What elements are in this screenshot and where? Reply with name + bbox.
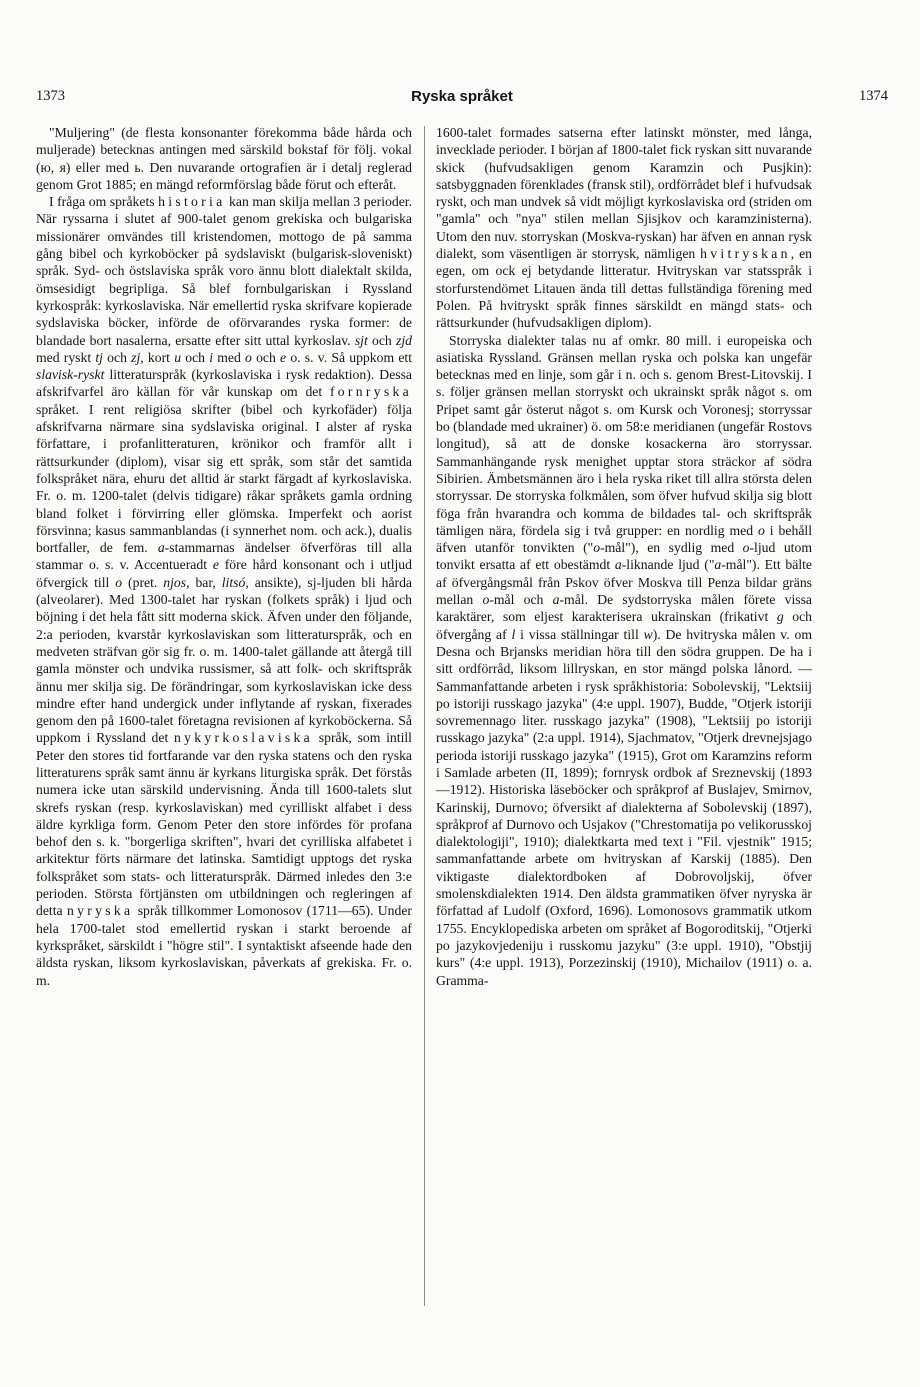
right-column: [436, 124, 812, 989]
page-header: [36, 88, 888, 110]
paragraph-historia: I fråga om språkets historia kan man skilja mellan 3 perioder. När ryssarna i slutet af 900-talet genom grekiska och bulgariska missionärer omvändes till kristendomen, mottogo de på samma gång bibel och kyrkoböcker på sydslaviskt (bulgarisk-sloveniskt) språk. Syd- och östslaviska språk voro ännu blott dialektalt skilda, ömsesidigt begripliga. Så blef fornbulgariskan i Ryssland kyrkospråk: kyrkoslaviska. När emellertid ryska skrifvare kopierade sydslaviska böcker, införde de oförvarandes ryska former: de blandade bort nasalerna, ersatte efter sitt uttal kyrkoslav. sjt och zjd med ryskt tj och zj, kort u och i med o och e o. s. v. Så uppkom ett slavisk-ryskt litteraturspråk (kyrkoslaviska i rysk redaktion). Dessa afskrifvarfel äro källan för vår kunskap om det fornryska språket. I rent religiösa skrifter (bibel och kyrkofäder) följa afskrifvarna närmare sina sydslaviska original. I alster af ryska författare, i profanlitteraturen, krönikor och framför allt i rättsurkunder (diplom), visar sig ett språk, som står det samtida folkspråket nära, ehuru det alltid är starkt färgadt af kyrkoslaviska. Fr. o. m. 1200-talet (delvis tidigare) råkar språkets gamla ordning bland folket i förvirring eller glömska. Imperfekt och aorist försvinna; kasus sammanblandas (i synnerhet nom. och ack.), dualis bortfaller, de fem. a-stammarnas ändelser öfverföras till alla stammar o. s. v. Accentueradt e före hård konsonant och i utljud öfvergick till o (pret. njos, bar, litsó, ansikte), sj-ljuden bli hårda (alveolarer). Med 1300-talet har ryskan (folkets språk) i ljud och böjning i det hela fått sitt moderna skick. Äfven under den följande, 2:a perioden, kvarstår kyrkoslaviskan som litteraturspråk, och en medveten sträfvan gör sig fr. o. m. 1400-talet gällande att återgå till gamla mönster och undvika russismer, så att folk- och skriftspråk ännu mer skilja sig. De förändringar, som kyrkoslaviskan icke dess mindre efter hand undergick under inflytande af ryskan, fixerades genom den på 1600-talet företagna revisionen af kyrkoböckerna. Så uppkom i Ryssland det nykyrkoslaviska språk, som intill Peter den stores tid fortfarande var den ryska statens och den ryska litteraturens språk samt ännu är kyrkans liturgiska språk. Det förstås numera icke utan särskild undervisning. Ända till 1600-talets slut skrefs ryskan (resp. kyrkoslaviskan) med cyrilliskt alfabet i dess äldre kyrkliga form. Genom Peter den store infördes för profana behof den s. k. "borgerliga skriften", hvari det cyrilliska alfabetet i arkitektur förts närmare det latinska. Samtidigt upptogs det ryska folkspråket som stats- och litteraturspråk. Därmed inledes den 3:e perioden. Största förtjänsten om utbildningen och regleringen af detta nyryska språk tillkommer Lomonosov (1711—65). Under hela 1700-talet stod emellertid ryskan i starkt beroende af kyrkspråket, särskildt i "högre stil". I syntaktiskt afseende hade den äldsta ryskan, liksom kyrkoslaviskan, påverkats af grekiska. Fr. o. m.: [36, 194, 412, 988]
left-column: [36, 124, 412, 989]
paragraph-dialekter: Storryska dialekter talas nu af omkr. 80 mill. i europeiska och asiatiska Ryssland. Gränsen mellan ryska och polska kan ungefär betecknas med en linje, som går i n. och s. genom Brest-Litovskij. I s. följer gränsen mellan storryskt och ukrainskt språk något s. om Pripet samt går österut något s. om Kursk och Voronesj; storryssar bo (blandade med ukrainer) ö. om 58:e meridianen (ungefär Rostovs longitud), så att de donske kosackerna äro storryssar. Sammanhängande rysk menighet upptar stora sträckor af södra Sibirien. Ämbetsmännen äro i hela ryska riket till allra största delen storryssar. De storryska folkmålen, som öfver hufvud skilja sig blott föga från hvarandra och komma de bildades tal- och skriftspråk tämligen nära, fördela sig i två grupper: en nordlig med o i behåll äfven utanför tonvikten ("o-mål"), en sydlig med o-ljud utom tonvikt ersatta af ett obestämdt a-liknande ljud ("a-mål"). Ett bälte af öfvergångsmål från Pskov öfver Moskva till Penza bildar gräns mellan o-mål och a-mål. De sydstorryska målen förete vissa karaktärer, som eljest karakterisera ukrainskan (frikativt g och öfvergång af l i vissa ställningar till w). De hvitryska målen v. om Desna och Brjansks meridian höra till den södra gruppen. De ha i sitt ordförråd, liksom lillryskan, en stor mängd polska lånord. — Sammanfattande arbeten i rysk språkhistoria: Sobolevskij, "Lektsiij po istoriji russkago jazyka" (4:e uppl. 1907), Budde, "Otjerk istoriji sovremennago liter. russkago jazyka" (1908), "Lektsiij po istoriji russkago jazyka" (2:a uppl. 1914), Sjachmatov, "Otjerk drevnejsjago perioda istoriji russkago jazyka" (1915), Grot om Karamzins reform i Samlade arbeten (II, 1899); fornrysk ordbok af Sreznevskij (1893—1912). Historiska läseböcker och språkprof af Buslajev, Smirnov, Karinskij, Durnovo; öfversikt af dialekterna af Sobolevskij (1897), språkprof af Durnovo och Usjakov ("Chrestomatija po velikorusskoj dialektologiji", 1910); dialektkarta med text i "Fil. vjestnik" 1915; sammanfattande arbete om hvitryskan af Karskij (1885). Den viktigaste dialektordboken af Dobrovoljskij, öfver smolenskdialekten 1914. Den äldsta grammatiken öfver nyryska är författad af Ludolf (Oxford, 1696). Lomonosovs grammatik utkom 1755. Encyklopediska arbeten om språket af Bogoroditskij, "Otjerki po jazykovjedeniju i russkomu jazyku" (3:e uppl. 1910), "Obstjij kurs" (4:e uppl. 1913), Porzezinskij (1910), Michailov (1911) o. a. Gramma-: [436, 332, 813, 988]
running-title: Ryska språket: [411, 88, 513, 105]
column-divider: [424, 126, 425, 1306]
paragraph-muljering: "Muljering" (de flesta konsonanter förekomma både hårda och muljerade) betecknas antingen med särskild bokstaf för följ. vokal (ю, я) eller med ь. Den nuvarande ortografien är i detalj reglerad genom Grot 1885; en mängd reformförslag både förut och efteråt.: [36, 125, 412, 192]
paragraph-continuation: 1600-talet formades satserna efter latinskt mönster, med långa, invecklade perioder. I början af 1800-talet fick ryskan sitt nuvarande skick (hufvudsakligen genom Karamzin och Pusjkin): satsbyggnaden förenklades (fransk stil), ordförrådet blef i hufvudsak ryskt, och man undvek så vidt möjligt kyrkoslaviska ord (striden om "gamla" och "nya" stilen mellan Sjisjkov och karamzinisterna). Utom den nuv. storryskan (Moskva-ryskan) har äfven en annan rysk dialekt, som väsentligen är storrysk, nämligen hvitryskan, en egen, om ock ej betydande litteratur. Hvitryskan var statsspråk i storfurstendömet Litauen ända till dettas fullständiga förening med Polen. På hvitryskt språk finnes särskildt en mängd stats- och rättsurkunder (hufvudsakligen diplom).: [436, 125, 813, 331]
page-number-right: 1374: [859, 88, 888, 104]
page-number-left: 1373: [36, 88, 65, 104]
